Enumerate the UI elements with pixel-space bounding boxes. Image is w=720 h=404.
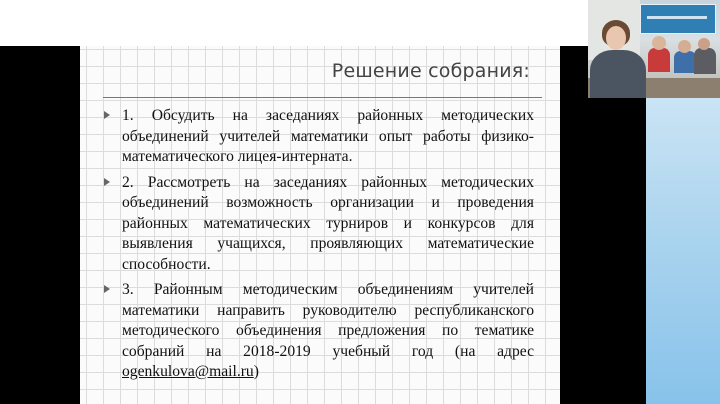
slide-content	[102, 106, 534, 388]
list-item-text-end: )	[253, 363, 259, 380]
slide-title: Решение собрания:	[331, 60, 530, 82]
audience-member-head	[652, 36, 666, 50]
presenter-face	[606, 26, 626, 50]
list-item-text	[122, 280, 534, 383]
list-item-text: 2. Рассмотреть на заседаниях районных методических объединений возможность организации и проведения районных математических турниров и конкурсов для выявления учащихся, проявляющих математические способности.	[122, 173, 534, 273]
list-item	[102, 280, 534, 383]
audience-member-head	[678, 40, 691, 53]
letterbox-left	[0, 46, 80, 404]
presenter-body	[590, 50, 646, 98]
triangle-bullet-icon	[104, 178, 110, 186]
webcam-video-feed	[588, 0, 720, 98]
audience-member-head	[698, 38, 710, 50]
list-item-text: 1. Обсудить на заседаниях районных методических объединений учителей математики опыт работы физико-математического лицея-интерната.	[122, 107, 534, 165]
title-divider	[103, 97, 542, 98]
list-item-text-start: 3. Районным методическим объединениям учителей математики направить руководителю республиканского методического объединения предложения по тематике собраний на 2018-2019 учебный год (на адрес	[122, 281, 534, 360]
blue-side-panel	[646, 46, 720, 404]
triangle-bullet-icon	[104, 285, 110, 293]
video-banner	[640, 4, 716, 34]
audience-member	[694, 48, 716, 74]
email-link[interactable]: ogenkulova@mail.ru	[122, 363, 254, 380]
triangle-bullet-icon	[104, 111, 110, 119]
audience-member	[674, 51, 696, 73]
presentation-slide	[80, 46, 560, 404]
list-item	[102, 106, 534, 168]
list-item	[102, 173, 534, 276]
audience-member	[648, 48, 670, 72]
